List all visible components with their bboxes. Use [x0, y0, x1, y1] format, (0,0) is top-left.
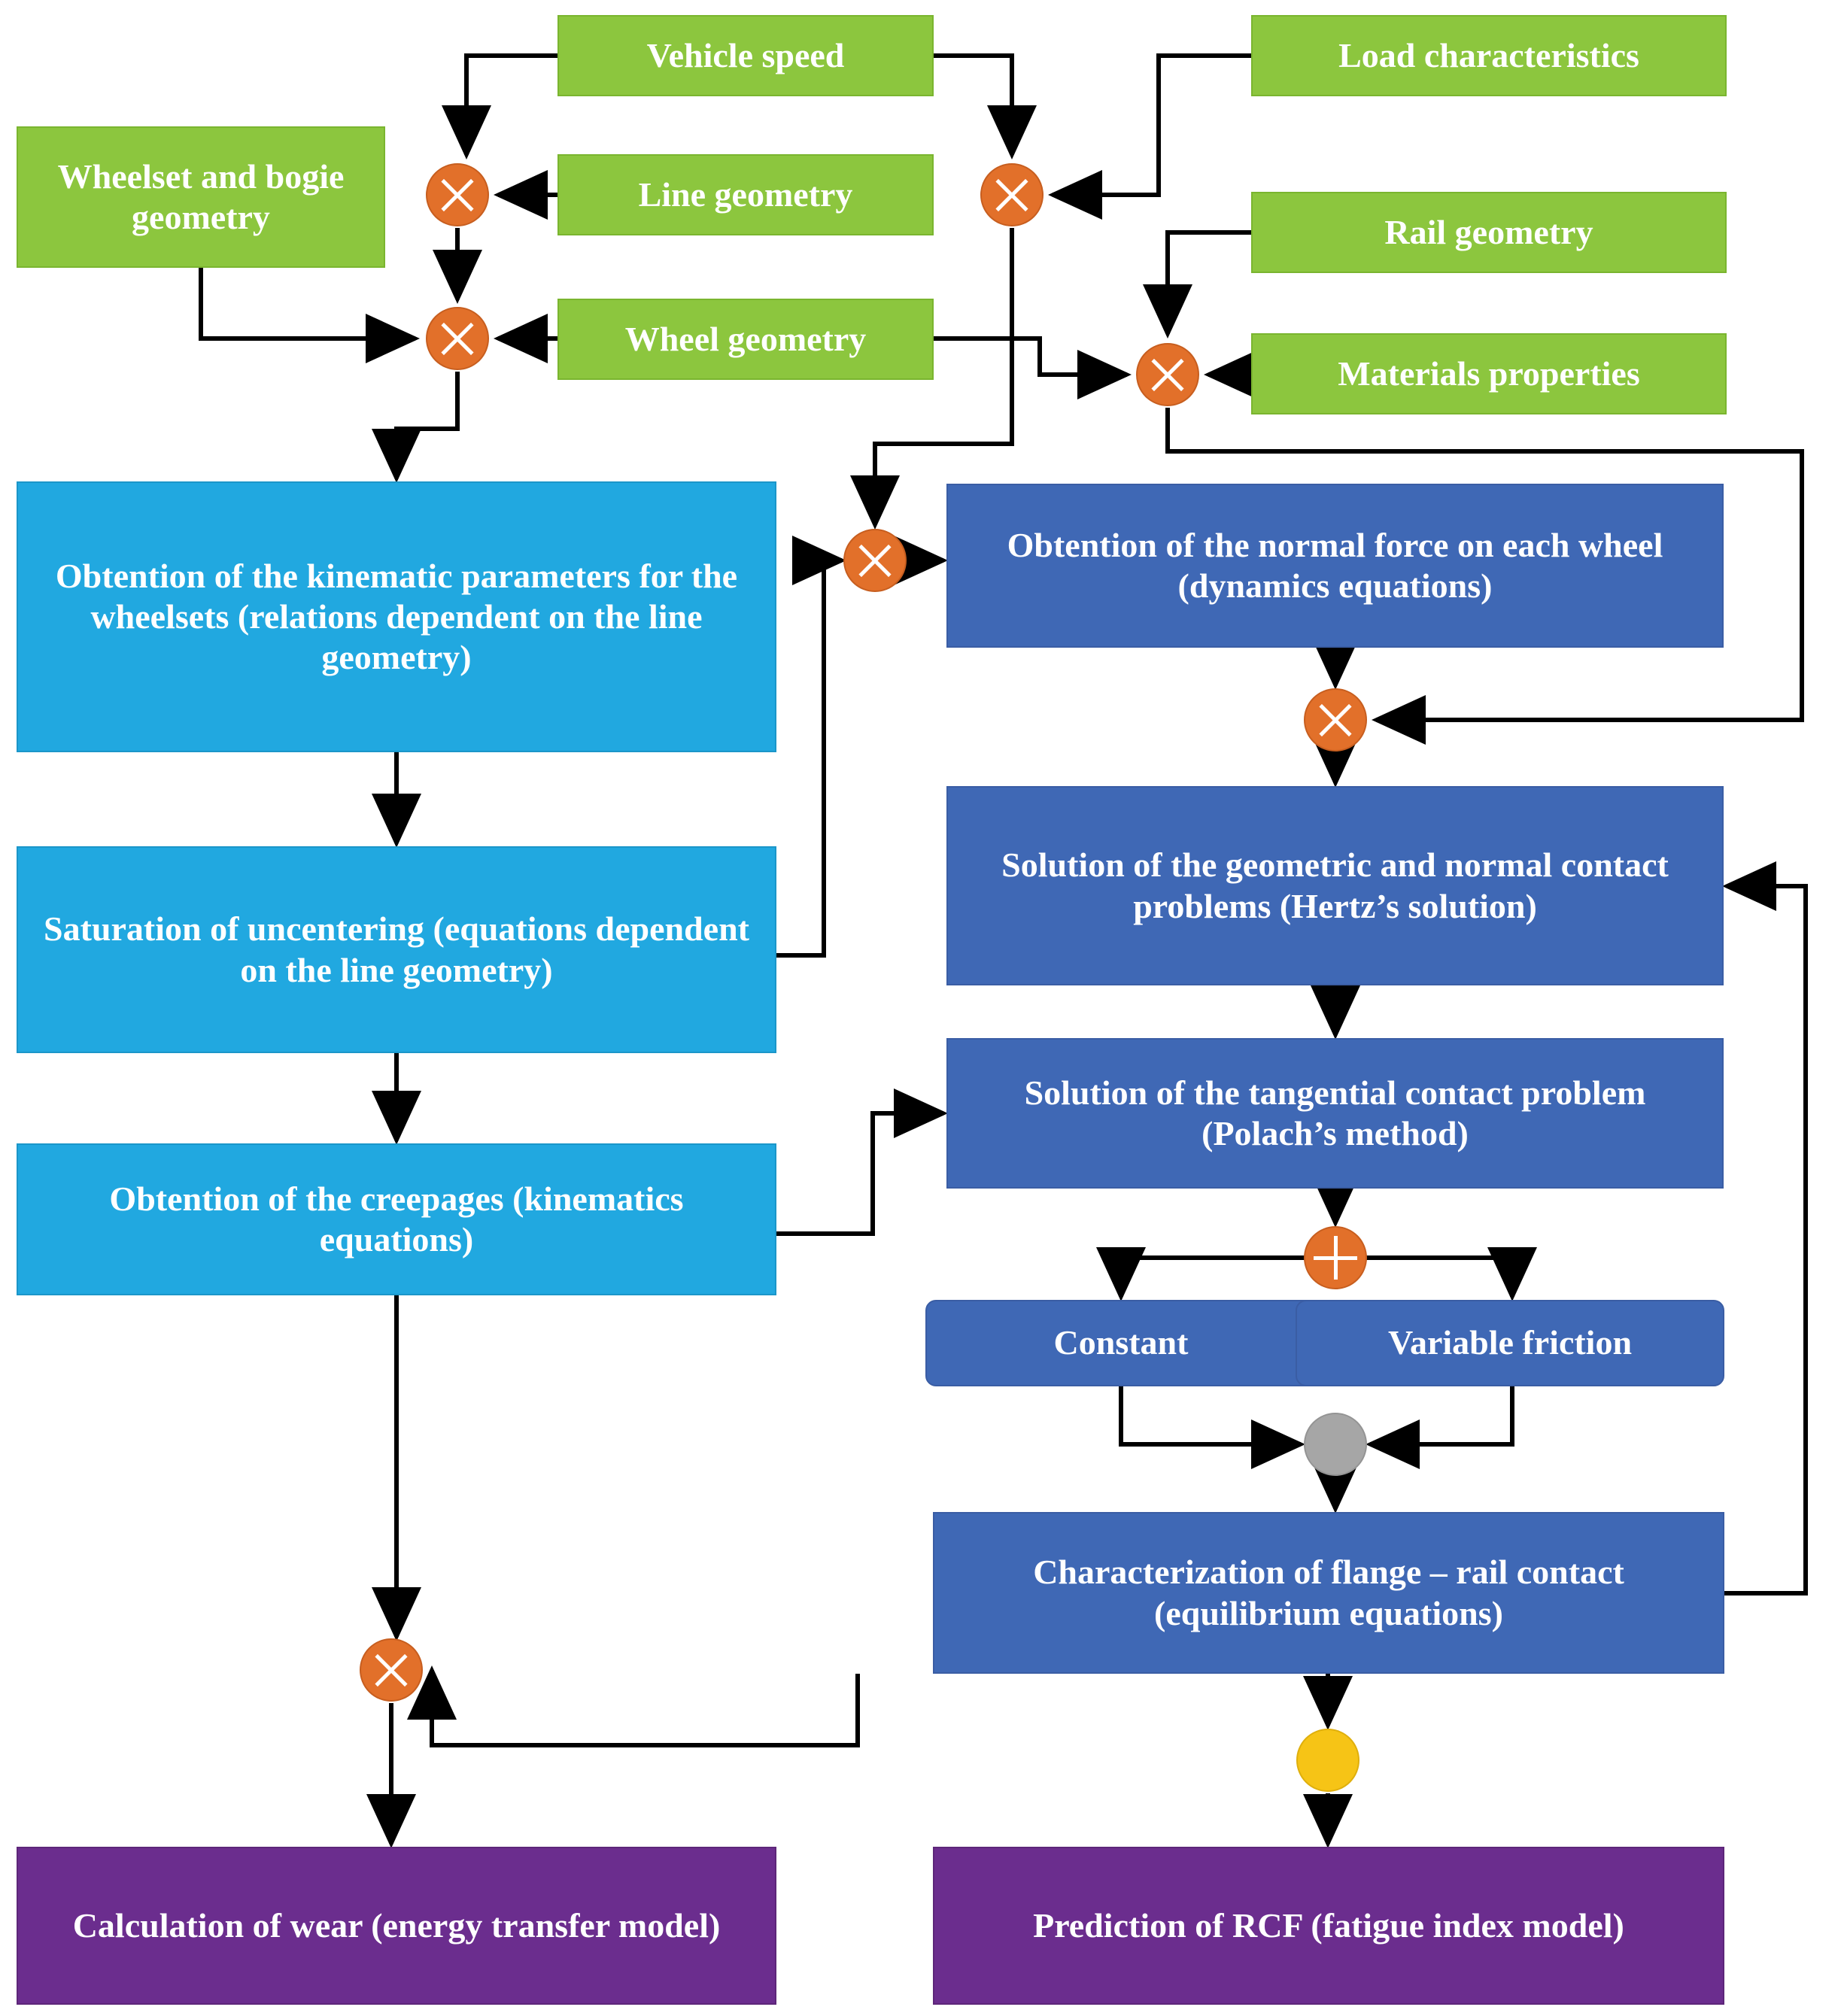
node-label: Saturation of uncentering (equations dependent on the line geometry)	[44, 909, 749, 989]
junction-cross-wear	[360, 1638, 423, 1702]
node-label: Wheel geometry	[624, 319, 867, 358]
junction-cross-6	[1304, 688, 1367, 751]
node-label: Prediction of RCF (fatigue index model)	[1033, 1905, 1624, 1945]
node-materials-properties[interactable]	[1251, 333, 1727, 414]
junction-cross-4	[1136, 343, 1199, 406]
node-label: Obtention of the kinematic parameters for the wheelsets (relations dependent on the line geometry)	[55, 556, 738, 677]
junction-cross-2	[980, 163, 1044, 226]
node-tangential-contact[interactable]	[946, 1038, 1724, 1189]
node-kinematic-parameters[interactable]	[17, 481, 776, 752]
node-normal-force[interactable]	[946, 484, 1724, 648]
node-load-characteristics[interactable]	[1251, 15, 1727, 96]
node-label: Vehicle speed	[646, 35, 845, 74]
node-label: Constant	[1053, 1323, 1189, 1362]
node-flange-rail-contact[interactable]	[933, 1512, 1724, 1674]
junction-cross-1	[426, 163, 489, 226]
node-creepages[interactable]	[17, 1143, 776, 1295]
node-saturation-of-uncentering[interactable]	[17, 846, 776, 1053]
node-label: Materials properties	[1338, 354, 1640, 393]
junction-rcf-node	[1296, 1729, 1359, 1792]
node-vehicle-speed[interactable]	[557, 15, 934, 96]
node-wheelset-and-bogie-geometry[interactable]	[17, 126, 385, 268]
node-label: Variable friction	[1387, 1323, 1633, 1362]
node-label: Obtention of the creepages (kinematics equations)	[109, 1179, 684, 1258]
node-variable-friction[interactable]	[1296, 1300, 1724, 1386]
node-calculation-of-wear[interactable]	[17, 1847, 776, 2005]
junction-merge-friction	[1304, 1413, 1367, 1476]
junction-cross-3	[426, 307, 489, 370]
node-prediction-of-rcf[interactable]	[933, 1847, 1724, 2005]
node-label: Load characteristics	[1338, 35, 1639, 74]
node-constant-friction[interactable]	[925, 1300, 1317, 1386]
junction-plus-friction-split	[1304, 1226, 1367, 1289]
node-label: Wheelset and bogie geometry	[57, 156, 345, 236]
node-rail-geometry[interactable]	[1251, 192, 1727, 273]
node-wheel-geometry[interactable]	[557, 299, 934, 380]
node-label: Solution of the geometric and normal contact problems (Hertz’s solution)	[1001, 846, 1669, 925]
node-label: Calculation of wear (energy transfer model)	[72, 1905, 721, 1945]
node-label: Characterization of flange – rail contact (equilibrium equations)	[1033, 1553, 1624, 1632]
node-label: Line geometry	[638, 175, 853, 214]
node-label: Obtention of the normal force on each wheel (dynamics equations)	[1007, 525, 1663, 605]
node-geometric-normal-contact[interactable]	[946, 786, 1724, 985]
node-line-geometry[interactable]	[557, 154, 934, 235]
node-label: Solution of the tangential contact problem (Polach’s method)	[1024, 1073, 1646, 1152]
node-label: Rail geometry	[1384, 212, 1593, 251]
junction-cross-5	[843, 529, 907, 592]
